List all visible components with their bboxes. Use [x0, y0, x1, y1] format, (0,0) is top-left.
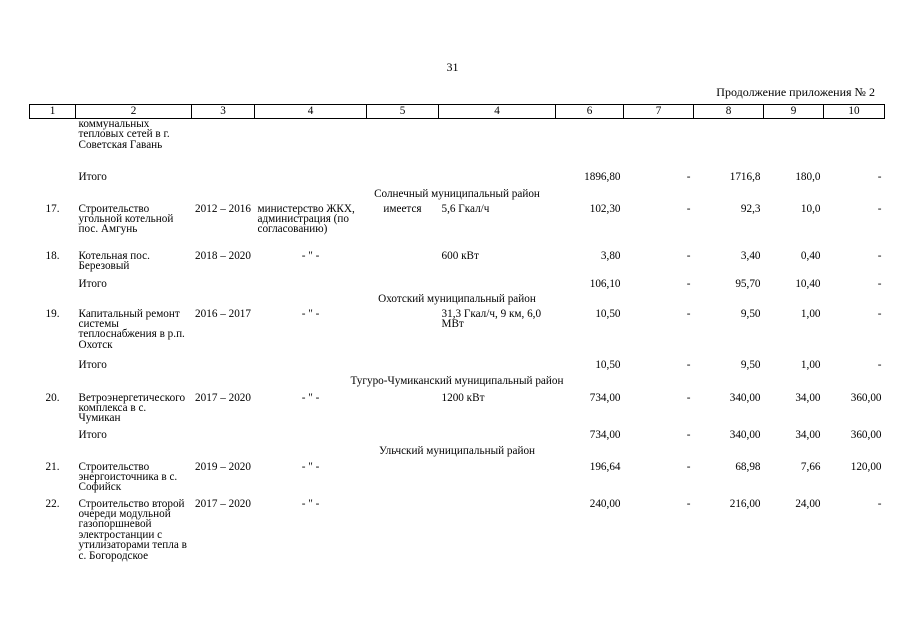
item-name: Строительство второй очереди модульной газопоршневой электростанции с утилизаторами тепла в с. Богородское [78, 498, 187, 562]
item-c8: 68,98 [735, 461, 761, 473]
item-c6: 3,80 [600, 250, 621, 262]
carry-item-name: коммунальных тепловых сетей в г. Советская Гавань [78, 118, 170, 151]
col-header-6: 4 [439, 105, 556, 119]
row-number: 17. [45, 203, 60, 215]
item-executor: министерство ЖКХ, администрация (по согласованию) [257, 203, 355, 236]
col-header-3: 3 [192, 105, 255, 119]
col-header-11: 10 [824, 105, 885, 119]
section-row [30, 446, 885, 462]
section-row [30, 376, 885, 393]
total-c6: 106,10 [589, 278, 621, 290]
column-number-row [30, 105, 885, 119]
item-c7: - [686, 461, 691, 473]
item-c8: 9,50 [740, 308, 761, 320]
col-header-7: 6 [556, 105, 624, 119]
total-label: Итого [78, 171, 107, 183]
row-number: 19. [45, 308, 60, 320]
item-c10: - [877, 498, 882, 510]
table-row [30, 251, 885, 279]
total-c8: 95,70 [735, 278, 761, 290]
item-c6: 102,30 [589, 203, 621, 215]
item-period: 2016 – 2017 [195, 308, 251, 320]
item-c7: - [686, 392, 691, 404]
item-name: Строительство угольной котельной пос. Амгунь [78, 203, 174, 236]
total-c9: 180,0 [795, 171, 821, 183]
total-label: Итого [78, 359, 107, 371]
appendix-note: Продолжение приложения № 2 [716, 85, 875, 99]
section-row [30, 294, 885, 309]
total-row [30, 360, 885, 376]
total-c8: 9,50 [740, 359, 761, 371]
item-c9: 10,0 [800, 203, 821, 215]
total-row [30, 172, 885, 189]
item-executor: - " - [301, 392, 320, 404]
table-row [30, 204, 885, 251]
col-header-10: 9 [764, 105, 824, 119]
item-c7: - [686, 203, 691, 215]
total-c8: 340,00 [729, 429, 761, 441]
item-name: Строительство энергоисточника в с. Софийск [78, 461, 178, 494]
item-c9: 1,00 [800, 308, 821, 320]
col-header-8: 7 [624, 105, 694, 119]
col-header-4: 4 [255, 105, 367, 119]
item-executor: - " - [301, 250, 320, 262]
item-executor: - " - [301, 308, 320, 320]
total-label: Итого [78, 278, 107, 290]
item-c6: 240,00 [589, 498, 621, 510]
item-period: 2012 – 2016 [195, 203, 251, 215]
total-row [30, 279, 885, 294]
total-label: Итого [78, 429, 107, 441]
section-title: Солнечный муниципальный район [374, 188, 540, 200]
total-c9: 34,00 [795, 429, 821, 441]
section-title: Охотский муниципальный район [378, 293, 536, 305]
item-capacity: 600 кВт [441, 250, 479, 262]
item-capacity: 31,3 Гкал/ч, 9 км, 6,0 МВт [441, 308, 542, 330]
table-row [30, 393, 885, 430]
item-period: 2017 – 2020 [195, 498, 251, 510]
item-c10: 360,00 [850, 392, 882, 404]
total-c10: - [877, 278, 882, 290]
col-header-1: 1 [30, 105, 76, 119]
item-executor: - " - [301, 498, 320, 510]
item-capacity: 1200 кВт [441, 392, 485, 404]
col-header-2: 2 [76, 105, 192, 119]
total-c6: 734,00 [589, 429, 621, 441]
total-c9: 1,00 [800, 359, 821, 371]
item-c9: 0,40 [800, 250, 821, 262]
item-docs: имеется [383, 203, 422, 215]
item-period: 2019 – 2020 [195, 461, 251, 473]
item-c8: 216,00 [729, 498, 761, 510]
col-header-5: 5 [367, 105, 439, 119]
item-name: Капитальный ремонт системы теплоснабжения в р.п. Охотск [78, 308, 185, 351]
item-c10: 120,00 [850, 461, 882, 473]
table-row [30, 499, 885, 589]
item-c8: 3,40 [740, 250, 761, 262]
total-c10: 360,00 [850, 429, 882, 441]
row-number: 18. [45, 250, 60, 262]
row-number: 20. [45, 392, 60, 404]
page-number: 31 [446, 60, 459, 74]
item-c9: 24,00 [795, 498, 821, 510]
total-c8: 1716,8 [729, 171, 761, 183]
item-c10: - [877, 250, 882, 262]
appendix-table [29, 104, 885, 589]
item-c9: 7,66 [800, 461, 821, 473]
total-c6: 10,50 [595, 359, 621, 371]
item-executor: - " - [301, 461, 320, 473]
item-capacity: 5,6 Гкал/ч [441, 203, 490, 215]
item-c8: 340,00 [729, 392, 761, 404]
section-title: Тугуро-Чумиканский муниципальный район [350, 375, 564, 387]
item-period: 2017 – 2020 [195, 392, 251, 404]
section-row [30, 189, 885, 204]
item-c6: 10,50 [595, 308, 621, 320]
item-c10: - [877, 308, 882, 320]
item-c7: - [686, 498, 691, 510]
item-c7: - [686, 308, 691, 320]
total-c10: - [877, 171, 882, 183]
item-name: Ветроэнергетического комплекса в с. Чумикан [78, 392, 186, 425]
item-c10: - [877, 203, 882, 215]
row-number: 22. [45, 498, 60, 510]
total-c7: - [686, 359, 691, 371]
total-c7: - [686, 171, 691, 183]
item-c9: 34,00 [795, 392, 821, 404]
row-number: 21. [45, 461, 60, 473]
item-c8: 92,3 [740, 203, 761, 215]
table-row [30, 119, 885, 172]
total-c7: - [686, 429, 691, 441]
item-period: 2018 – 2020 [195, 250, 251, 262]
total-c6: 1896,80 [584, 171, 621, 183]
section-title: Ульчский муниципальный район [378, 445, 536, 457]
total-c10: - [877, 359, 882, 371]
item-c6: 196,64 [589, 461, 621, 473]
item-c7: - [686, 250, 691, 262]
total-c9: 10,40 [795, 278, 821, 290]
total-c7: - [686, 278, 691, 290]
total-row [30, 430, 885, 446]
table-row [30, 309, 885, 360]
item-c6: 734,00 [589, 392, 621, 404]
table-row [30, 462, 885, 499]
col-header-9: 8 [694, 105, 764, 119]
item-name: Котельная пос. Березовый [78, 250, 150, 272]
